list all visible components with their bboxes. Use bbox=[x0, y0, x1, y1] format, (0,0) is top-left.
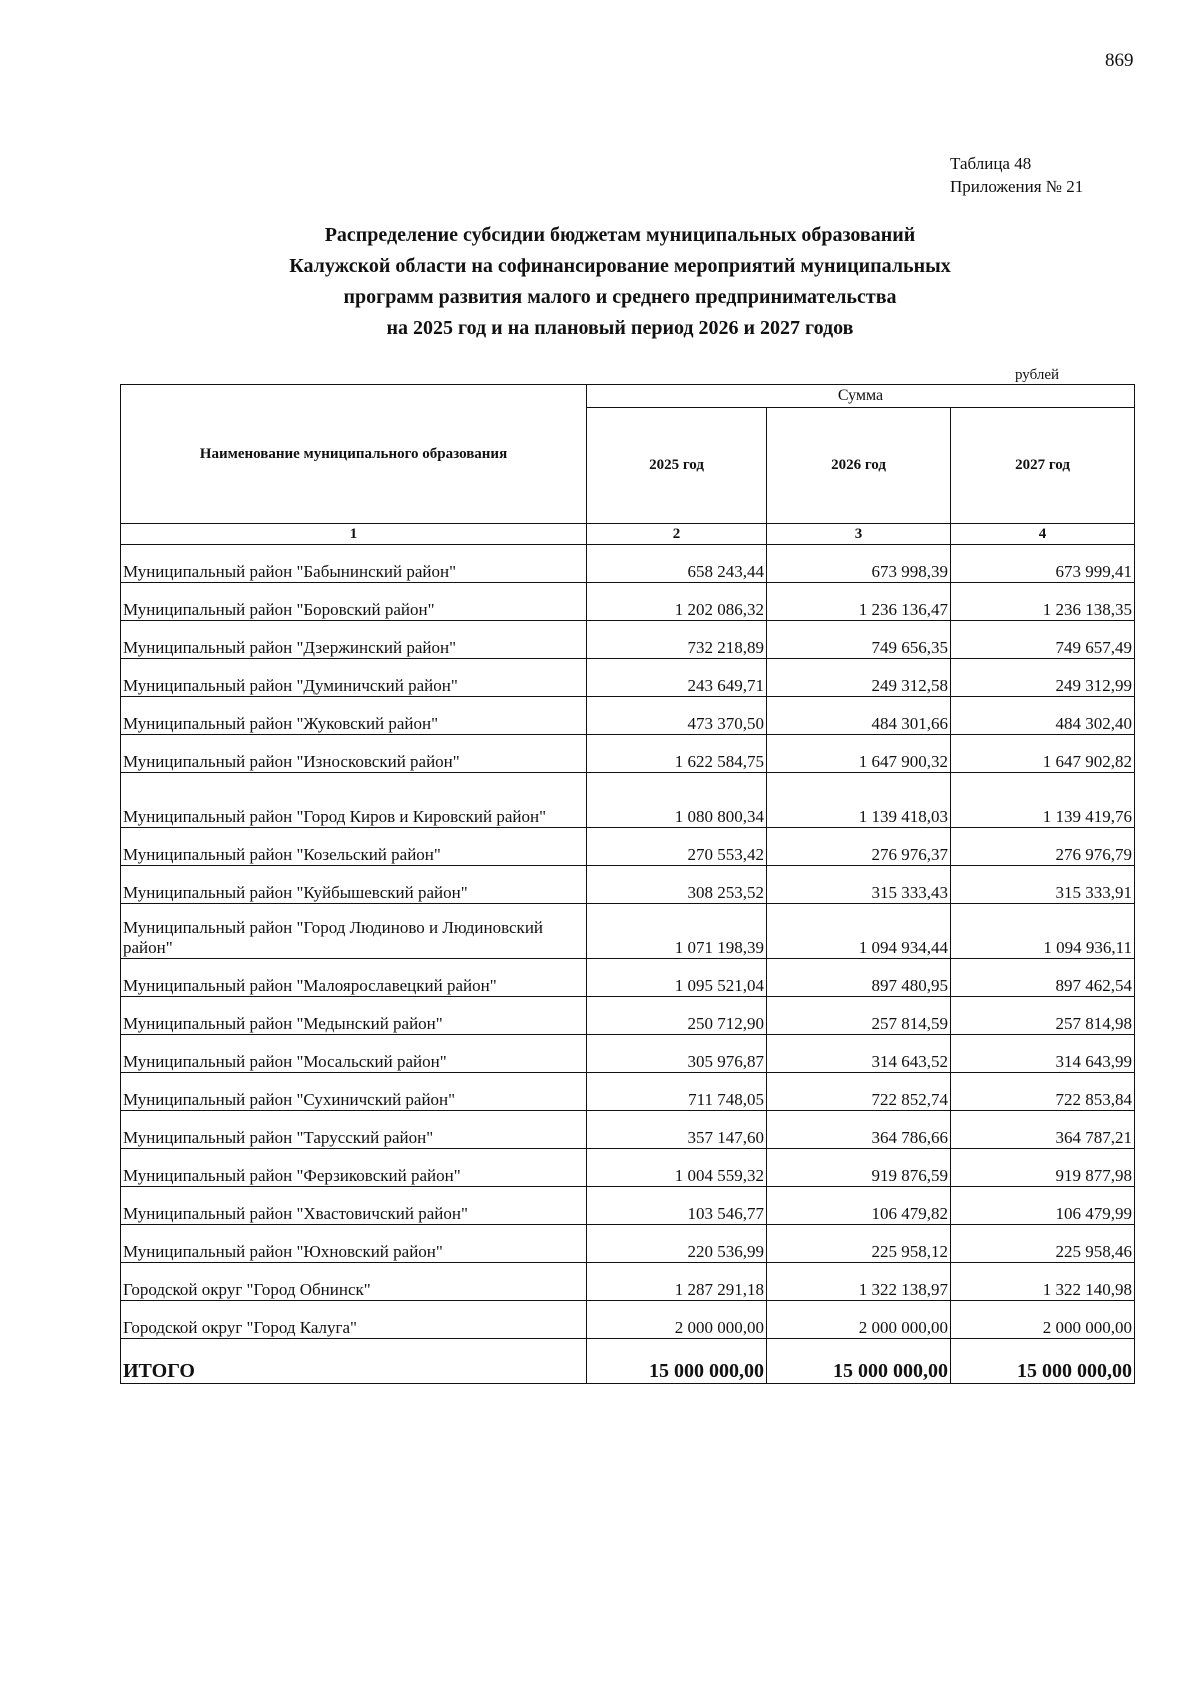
municipality-name: Муниципальный район "Дзержинский район" bbox=[121, 621, 587, 659]
table-row bbox=[121, 1035, 1135, 1073]
table-row bbox=[121, 997, 1135, 1035]
table-reference bbox=[950, 152, 1083, 198]
table-row bbox=[121, 904, 1135, 959]
municipality-name: Муниципальный район "Тарусский район" bbox=[121, 1111, 587, 1149]
value-2026: 2 000 000,00 bbox=[767, 1301, 951, 1339]
value-2027: 249 312,99 bbox=[951, 659, 1135, 697]
total-row bbox=[121, 1339, 1135, 1384]
total-2027: 15 000 000,00 bbox=[951, 1339, 1135, 1384]
value-2026: 897 480,95 bbox=[767, 959, 951, 997]
value-2027: 749 657,49 bbox=[951, 621, 1135, 659]
municipality-name: Муниципальный район "Город Киров и Кировский район" bbox=[121, 773, 587, 828]
value-2026: 1 647 900,32 bbox=[767, 735, 951, 773]
value-2027: 673 999,41 bbox=[951, 545, 1135, 583]
value-2026: 276 976,37 bbox=[767, 828, 951, 866]
municipality-name: Муниципальный район "Сухиничский район" bbox=[121, 1073, 587, 1111]
value-2027: 225 958,46 bbox=[951, 1225, 1135, 1263]
table-row bbox=[121, 1187, 1135, 1225]
title-line-3: программ развития малого и среднего предпринимательства bbox=[343, 286, 897, 308]
header-year-2025: 2025 год bbox=[587, 408, 767, 524]
municipality-name: Муниципальный район "Жуковский район" bbox=[121, 697, 587, 735]
value-2027: 1 236 138,35 bbox=[951, 583, 1135, 621]
municipality-name: Муниципальный район "Город Людиново и Людиновский район" bbox=[121, 904, 587, 959]
value-2026: 1 236 136,47 bbox=[767, 583, 951, 621]
value-2027: 315 333,91 bbox=[951, 866, 1135, 904]
table-row bbox=[121, 828, 1135, 866]
table-row bbox=[121, 1149, 1135, 1187]
header-year-2026: 2026 год bbox=[767, 408, 951, 524]
value-2025: 1 202 086,32 bbox=[587, 583, 767, 621]
value-2026: 1 094 934,44 bbox=[767, 904, 951, 959]
total-label: ИТОГО bbox=[121, 1339, 587, 1384]
value-2025: 1 071 198,39 bbox=[587, 904, 767, 959]
column-number-3: 3 bbox=[767, 524, 951, 545]
municipality-name: Муниципальный район "Куйбышевский район" bbox=[121, 866, 587, 904]
value-2027: 1 647 902,82 bbox=[951, 735, 1135, 773]
value-2026: 315 333,43 bbox=[767, 866, 951, 904]
value-2027: 106 479,99 bbox=[951, 1187, 1135, 1225]
value-2027: 276 976,79 bbox=[951, 828, 1135, 866]
table-row bbox=[121, 659, 1135, 697]
value-2027: 1 139 419,76 bbox=[951, 773, 1135, 828]
table-row bbox=[121, 1111, 1135, 1149]
appendix-number: Приложения № 21 bbox=[950, 177, 1084, 196]
table-row bbox=[121, 1073, 1135, 1111]
column-number-2: 2 bbox=[587, 524, 767, 545]
value-2025: 1 080 800,34 bbox=[587, 773, 767, 828]
table-row bbox=[121, 621, 1135, 659]
value-2025: 305 976,87 bbox=[587, 1035, 767, 1073]
table-row bbox=[121, 1263, 1135, 1301]
value-2025: 658 243,44 bbox=[587, 545, 767, 583]
table-row bbox=[121, 1225, 1135, 1263]
municipality-name: Муниципальный район "Козельский район" bbox=[121, 828, 587, 866]
value-2025: 2 000 000,00 bbox=[587, 1301, 767, 1339]
title-line-1: Распределение субсидии бюджетам муниципальных образований bbox=[324, 224, 916, 246]
table-row bbox=[121, 735, 1135, 773]
subsidy-table bbox=[120, 384, 1135, 1384]
table-row bbox=[121, 773, 1135, 828]
municipality-name: Муниципальный район "Бабынинский район" bbox=[121, 545, 587, 583]
value-2025: 357 147,60 bbox=[587, 1111, 767, 1149]
value-2025: 103 546,77 bbox=[587, 1187, 767, 1225]
municipality-name: Муниципальный район "Думиничский район" bbox=[121, 659, 587, 697]
municipality-name: Муниципальный район "Мосальский район" bbox=[121, 1035, 587, 1073]
value-2026: 314 643,52 bbox=[767, 1035, 951, 1073]
value-2025: 1 287 291,18 bbox=[587, 1263, 767, 1301]
title-line-4: на 2025 год и на плановый период 2026 и 2027 годов bbox=[386, 317, 854, 339]
value-2025: 250 712,90 bbox=[587, 997, 767, 1035]
value-2025: 711 748,05 bbox=[587, 1073, 767, 1111]
value-2025: 308 253,52 bbox=[587, 866, 767, 904]
value-2027: 722 853,84 bbox=[951, 1073, 1135, 1111]
table-row bbox=[121, 866, 1135, 904]
units-label: рублей bbox=[1015, 367, 1060, 383]
value-2026: 225 958,12 bbox=[767, 1225, 951, 1263]
value-2025: 473 370,50 bbox=[587, 697, 767, 735]
value-2027: 919 877,98 bbox=[951, 1149, 1135, 1187]
table-body bbox=[121, 545, 1135, 1339]
column-number-1: 1 bbox=[121, 524, 587, 545]
value-2026: 919 876,59 bbox=[767, 1149, 951, 1187]
value-2026: 484 301,66 bbox=[767, 697, 951, 735]
value-2026: 673 998,39 bbox=[767, 545, 951, 583]
value-2027: 2 000 000,00 bbox=[951, 1301, 1135, 1339]
table-row bbox=[121, 697, 1135, 735]
value-2026: 722 852,74 bbox=[767, 1073, 951, 1111]
value-2026: 364 786,66 bbox=[767, 1111, 951, 1149]
title-line-2: Калужской области на софинансирование мероприятий муниципальных bbox=[289, 255, 951, 277]
value-2026: 106 479,82 bbox=[767, 1187, 951, 1225]
value-2025: 1 622 584,75 bbox=[587, 735, 767, 773]
header-year-2027: 2027 год bbox=[951, 408, 1135, 524]
value-2027: 1 094 936,11 bbox=[951, 904, 1135, 959]
value-2027: 1 322 140,98 bbox=[951, 1263, 1135, 1301]
municipality-name: Муниципальный район "Хвастовичский район" bbox=[121, 1187, 587, 1225]
value-2027: 484 302,40 bbox=[951, 697, 1135, 735]
municipality-name: Муниципальный район "Медынский район" bbox=[121, 997, 587, 1035]
table-row bbox=[121, 1301, 1135, 1339]
municipality-name: Муниципальный район "Юхновский район" bbox=[121, 1225, 587, 1263]
total-2026: 15 000 000,00 bbox=[767, 1339, 951, 1384]
table-number: Таблица 48 bbox=[950, 154, 1032, 173]
municipality-name: Муниципальный район "Износковский район" bbox=[121, 735, 587, 773]
value-2025: 270 553,42 bbox=[587, 828, 767, 866]
page-number: 869 bbox=[1105, 50, 1134, 71]
table-row bbox=[121, 545, 1135, 583]
value-2027: 897 462,54 bbox=[951, 959, 1135, 997]
municipality-name: Муниципальный район "Ферзиковский район" bbox=[121, 1149, 587, 1187]
header-name: Наименование муниципального образования bbox=[121, 385, 587, 524]
table-row bbox=[121, 959, 1135, 997]
value-2025: 732 218,89 bbox=[587, 621, 767, 659]
value-2026: 1 322 138,97 bbox=[767, 1263, 951, 1301]
value-2025: 1 004 559,32 bbox=[587, 1149, 767, 1187]
value-2026: 249 312,58 bbox=[767, 659, 951, 697]
value-2025: 243 649,71 bbox=[587, 659, 767, 697]
value-2026: 1 139 418,03 bbox=[767, 773, 951, 828]
value-2027: 314 643,99 bbox=[951, 1035, 1135, 1073]
header-sum: Сумма bbox=[587, 385, 1135, 408]
table-row bbox=[121, 583, 1135, 621]
value-2027: 257 814,98 bbox=[951, 997, 1135, 1035]
municipality-name: Городской округ "Город Обнинск" bbox=[121, 1263, 587, 1301]
municipality-name: Городской округ "Город Калуга" bbox=[121, 1301, 587, 1339]
value-2026: 749 656,35 bbox=[767, 621, 951, 659]
value-2025: 1 095 521,04 bbox=[587, 959, 767, 997]
value-2027: 364 787,21 bbox=[951, 1111, 1135, 1149]
municipality-name: Муниципальный район "Малоярославецкий район" bbox=[121, 959, 587, 997]
value-2026: 257 814,59 bbox=[767, 997, 951, 1035]
value-2025: 220 536,99 bbox=[587, 1225, 767, 1263]
municipality-name: Муниципальный район "Боровский район" bbox=[121, 583, 587, 621]
column-number-4: 4 bbox=[951, 524, 1135, 545]
total-2025: 15 000 000,00 bbox=[587, 1339, 767, 1384]
document-title bbox=[170, 220, 1070, 344]
